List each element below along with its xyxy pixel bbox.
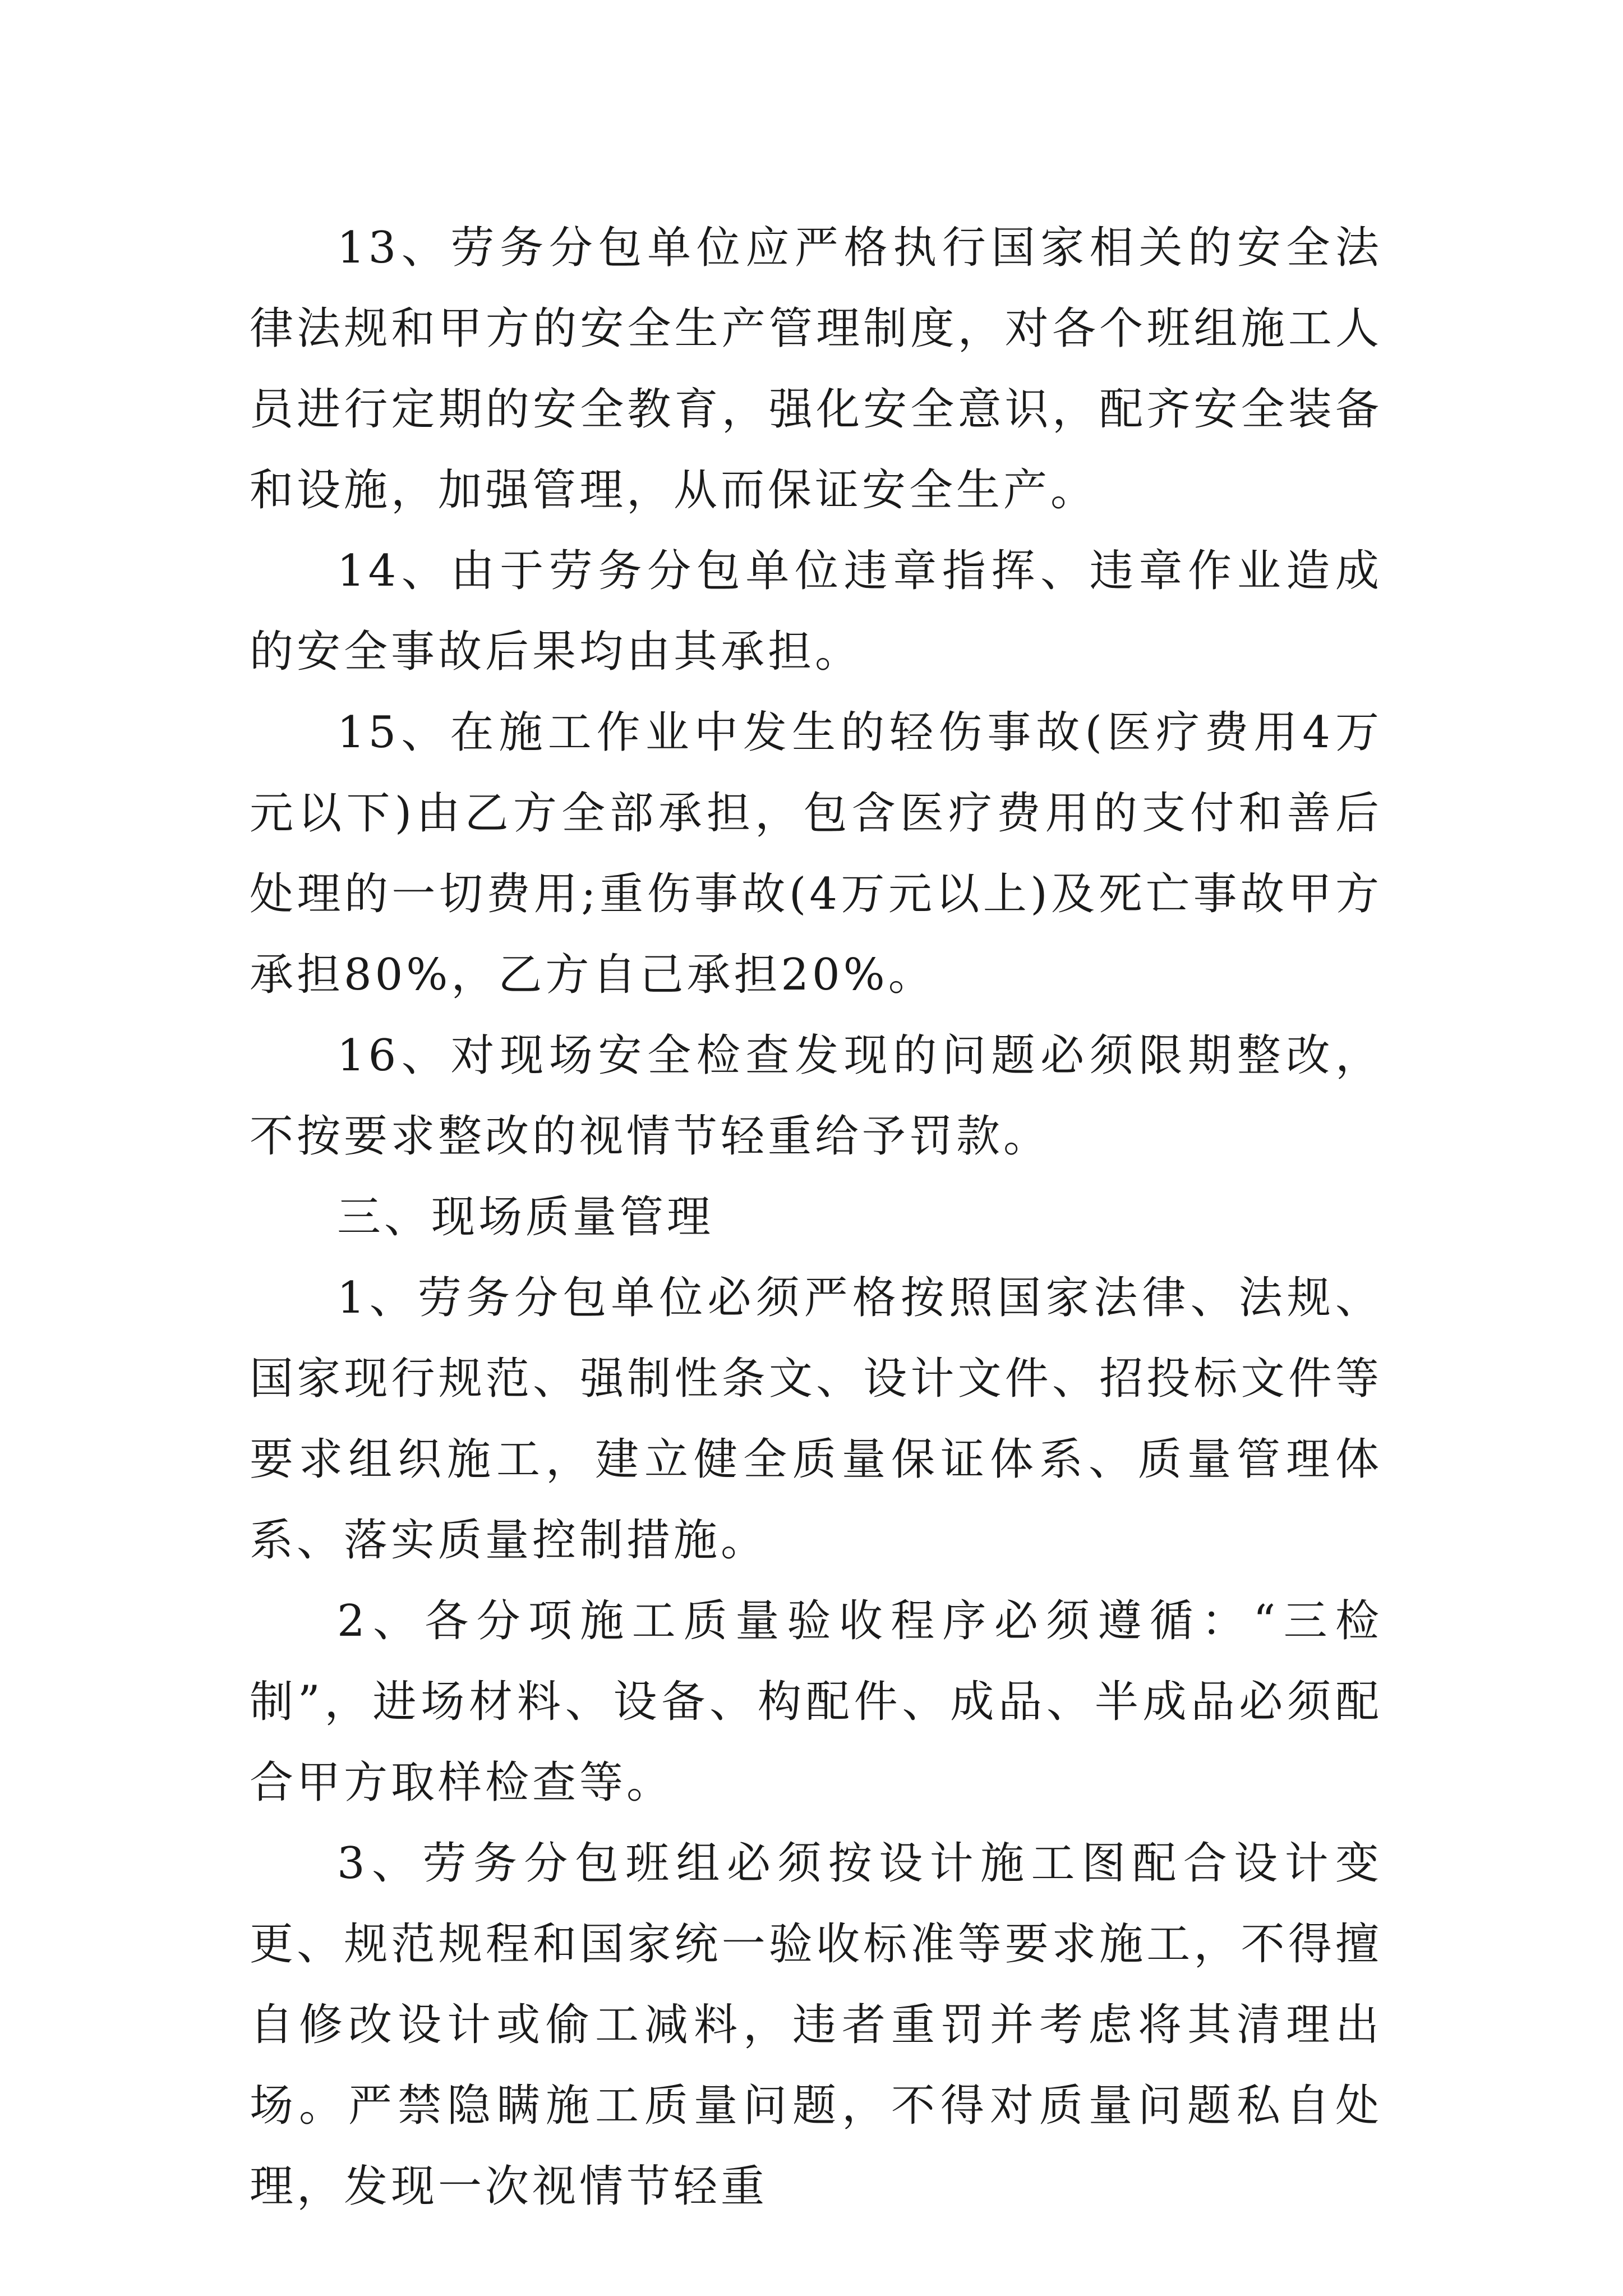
paragraph-item-13-safety-laws: 13、劳务分包单位应严格执行国家相关的安全法律法规和甲方的安全生产管理制度，对各个班组施工人员进行定期的安全教育，强化安全意识，配齐安全装备和设施，加强管理，从而保证安全生产。 bbox=[250, 223, 1382, 516]
paragraph-item-1-quality-standards: 1、劳务分包单位必须严格按照国家法律、法规、国家现行规范、强制性条文、设计文件、招投标文件等要求组织施工，建立健全质量保证体系、质量管理体系、落实质量控制措施。 bbox=[250, 1273, 1382, 1566]
body-text bbox=[250, 208, 1382, 2227]
paragraph-item-15-accident-costs: 15、在施工作业中发生的轻伤事故(医疗费用4万元以下)由乙方全部承担，包含医疗费用的支付和善后处理的一切费用;重伤事故(4万元以上)及死亡事故甲方承担80%，乙方自己承担20%。 bbox=[250, 707, 1382, 1000]
paragraph-item-2-inspection-procedure: 2、各分项施工质量验收程序必须遵循：“三检制”，进场材料、设备、构配件、成品、半成品必须配合甲方取样检查等。 bbox=[250, 1596, 1382, 1808]
paragraph-item-3-design-compliance: 3、劳务分包班组必须按设计施工图配合设计变更、规范规程和国家统一验收标准等要求施工，不得擅自修改设计或偷工减料，违者重罚并考虑将其清理出场。严禁隐瞒施工质量问题，不得对质量问题私自处理，发现一次视情节轻重 bbox=[250, 1838, 1382, 2212]
section-heading-quality-management: 三、现场质量管理 bbox=[337, 1192, 714, 1243]
paragraph-item-14-violation-liability: 14、由于劳务分包单位违章指挥、违章作业造成的安全事故后果均由其承担。 bbox=[250, 546, 1382, 677]
paragraph-item-16-rectification: 16、对现场安全检查发现的问题必须限期整改，不按要求整改的视情节轻重给予罚款。 bbox=[250, 1030, 1382, 1162]
